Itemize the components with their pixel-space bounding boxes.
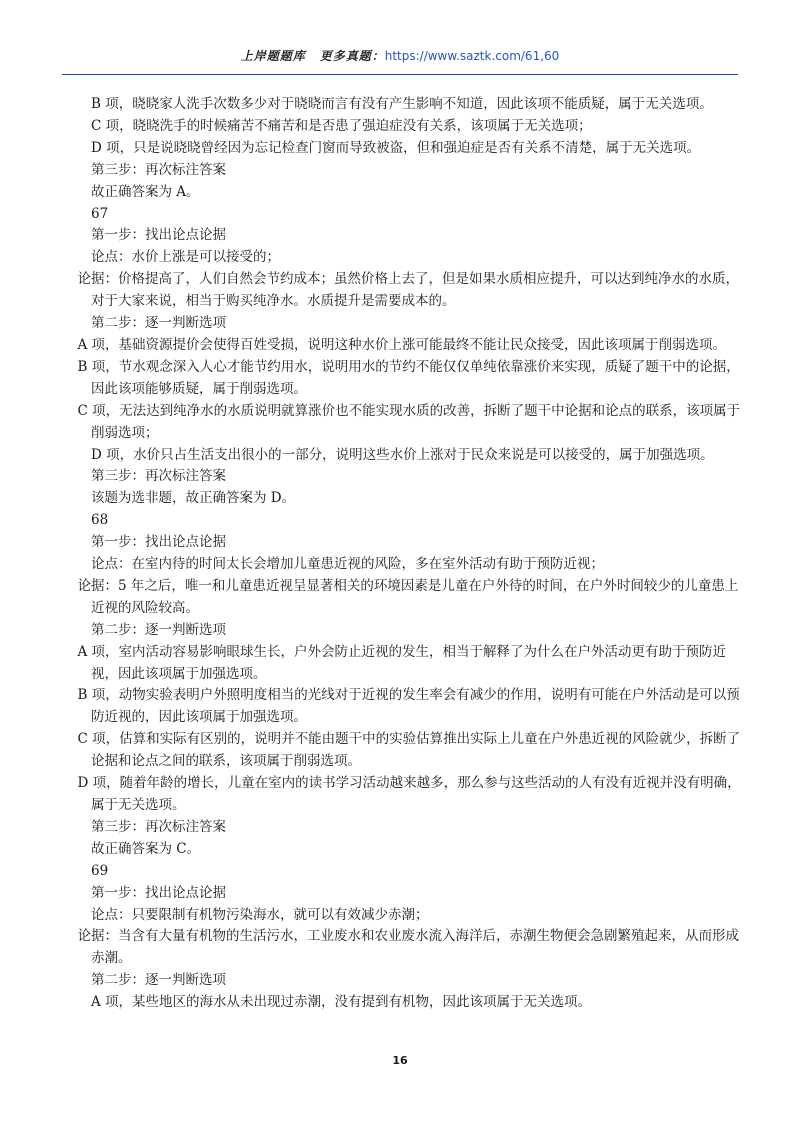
header-tag: 更多真题： (319, 49, 385, 63)
paragraph: 第二步：逐一判断选项 (91, 621, 226, 638)
header-divider (62, 74, 738, 75)
paragraph: 论据：价格提高了，人们自然会节约成本；虽然价格上去了，但是如果水质相应提升，可以达到纯净水的水质，对于大家来说，相当于购买纯净水。水质提升是需要成本的。 (77, 271, 739, 310)
paragraph: 第二步：逐一判断选项 (91, 315, 226, 332)
paragraph: C 项，无法达到纯净水的水质说明就算涨价也不能实现水质的改善，拆断了题干中论据和论点的联系，该项属于削弱选项； (77, 402, 741, 441)
paragraph: 第一步：找出论点论据 (91, 227, 226, 244)
paragraph: D 项，随着年龄的增长，儿童在室内的读书学习活动越来越多，那么参与这些活动的人有没有近视并没有明确，属于无关选项。 (77, 775, 741, 813)
paragraph: 该题为选非题，故正确答案为 D。 (91, 490, 296, 507)
paragraph: B 项，节水观念深入人心才能节约用水，说明用水的节约不能仅仅单纯依靠涨价来实现，质疑了题干中的论据，因此该项能够质疑，属于削弱选项。 (77, 358, 740, 397)
paragraph: C 项，估算和实际有区别的，说明并不能由题干中的实验估算推出实际上儿童在户外患近视的风险就少，拆断了论据和论点之间的联系，该项属于削弱选项。 (77, 731, 741, 770)
page-number: 16 (392, 1054, 408, 1067)
question-number: 68 (91, 512, 109, 529)
paragraph: 故正确答案为 A。 (91, 183, 200, 200)
paragraph: C 项，晓晓洗手的时候痛苦不痛苦和是否患了强迫症没有关系，该项属于无关选项； (91, 117, 592, 134)
paragraph: 第三步：再次标注答案 (91, 468, 226, 485)
paragraph: A 项，基础资源提价会使得百姓受损，说明这种水价上涨可能最终不能让民众接受，因此该项属于削弱选项。 (77, 336, 727, 353)
header-url-link[interactable]: https://www.saztk.com/61,60 (384, 49, 560, 63)
paragraph: A 项，某些地区的海水从未出现过赤潮，没有提到有机物，因此该项属于无关选项。 (91, 994, 592, 1011)
question-number: 69 (91, 862, 109, 879)
paragraph: 论点：只要限制有机物污染海水，就可以有效减少赤潮； (91, 906, 429, 923)
paragraph: B 项，晓晓家人洗手次数多少对于晓晓而言有没有产生影响不知道，因此该项不能质疑，属于无关选项。 (91, 96, 713, 112)
page-header (0, 48, 800, 64)
paragraph: 第一步：找出论点论据 (91, 884, 226, 901)
question-number: 67 (91, 205, 109, 222)
document-body (77, 94, 746, 1014)
paragraph: 第一步：找出论点论据 (91, 534, 226, 551)
paragraph: 故正确答案为 C。 (91, 840, 201, 857)
paragraph: 第二步：逐一判断选项 (91, 972, 226, 989)
paragraph: 论点：水价上涨是可以接受的； (91, 249, 280, 266)
header-brand: 上岸题题库 (240, 49, 306, 63)
paragraph: 论据：当含有大量有机物的生活污水，工业废水和农业废水流入海洋后，赤潮生物便会急剧繁殖起来，从而形成赤潮。 (77, 928, 739, 967)
paragraph: B 项，动物实验表明户外照明度相当的光线对于近视的发生率会有减少的作用，说明有可能在户外活动是可以预防近视的，因此该项属于加强选项。 (77, 687, 740, 726)
paragraph: 第三步：再次标注答案 (91, 161, 226, 178)
paragraph: D 项，水价只占生活支出很小的一部分，说明这些水价上涨对于民众来说是可以接受的，属于加强选项。 (91, 446, 714, 463)
paragraph: A 项，室内活动容易影响眼球生长，户外会防止近视的发生，相当于解释了为什么在户外活动更有助于预防近视，因此该项属于加强选项。 (77, 643, 727, 682)
paragraph: 论点：在室内待的时间太长会增加儿童患近视的风险，多在室外活动有助于预防近视； (91, 556, 604, 573)
paragraph: D 项，只是说晓晓曾经因为忘记检查门窗而导致被盗，但和强迫症是否有关系不清楚，属于无关选项。 (91, 139, 701, 156)
paragraph: 论据：5 年之后，唯一和儿童患近视呈显著相关的环境因素是儿童在户外待的时间，在户外时间较少的儿童患上近视的风险较高。 (77, 577, 739, 616)
paragraph: 第三步：再次标注答案 (91, 818, 226, 835)
